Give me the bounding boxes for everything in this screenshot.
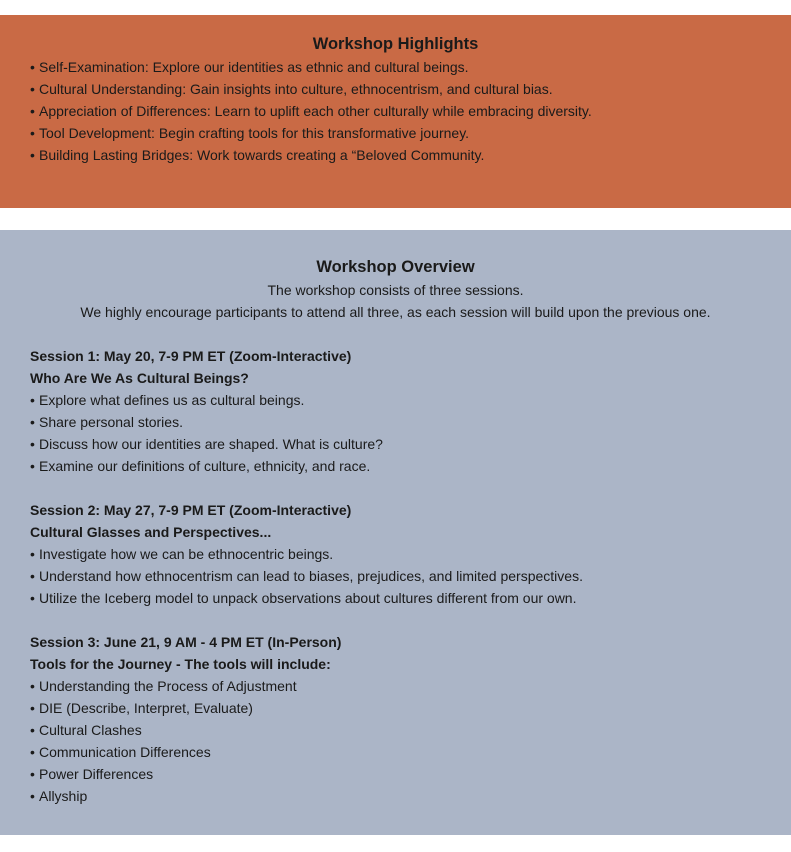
list-item <box>30 697 761 719</box>
list-item <box>30 433 761 455</box>
intro-line-1: The workshop consists of three sessions. <box>267 282 524 298</box>
session-heading: Session 3: June 21, 9 AM - 4 PM ET (In-Person) <box>30 634 342 650</box>
session-item-list <box>30 389 761 477</box>
session-subtitle: Tools for the Journey - The tools will include: <box>30 656 331 672</box>
session-heading: Session 1: May 20, 7-9 PM ET (Zoom-Interactive) <box>30 348 352 364</box>
list-item-text: Discuss how our identities are shaped. What is culture? <box>39 436 383 452</box>
list-item-text: Understand how ethnocentrism can lead to biases, prejudices, and limited perspectives. <box>39 568 583 584</box>
highlight-item <box>30 56 761 78</box>
list-item-text: Understanding the Process of Adjustment <box>39 678 297 694</box>
session-1 <box>30 345 761 477</box>
bullet-icon: • <box>30 103 35 119</box>
bullet-icon: • <box>30 414 35 430</box>
bullet-icon: • <box>30 700 35 716</box>
highlight-item-text: Tool Development: Begin crafting tools for this transformative journey. <box>39 125 470 141</box>
highlight-item-text: Cultural Understanding: Gain insights into culture, ethnocentrism, and cultural bias. <box>39 81 553 97</box>
list-item <box>30 763 761 785</box>
bullet-icon: • <box>30 147 35 163</box>
highlights-list <box>30 56 761 166</box>
highlight-item-text: Self-Examination: Explore our identities as ethnic and cultural beings. <box>39 59 469 75</box>
highlight-item <box>30 144 761 166</box>
list-item <box>30 675 761 697</box>
list-item-text: Cultural Clashes <box>39 722 142 738</box>
list-item <box>30 389 761 411</box>
highlight-item-text: Appreciation of Differences: Learn to uplift each other culturally while embracing diversity. <box>39 103 592 119</box>
session-subtitle: Cultural Glasses and Perspectives... <box>30 524 272 540</box>
bullet-icon: • <box>30 788 35 804</box>
highlight-item <box>30 122 761 144</box>
bullet-icon: • <box>30 678 35 694</box>
highlights-title: Workshop Highlights <box>312 35 479 53</box>
session-2 <box>30 499 761 609</box>
session-subtitle: Who Are We As Cultural Beings? <box>30 370 249 386</box>
list-item <box>30 455 761 477</box>
bullet-icon: • <box>30 392 35 408</box>
bullet-icon: • <box>30 458 35 474</box>
highlight-item <box>30 100 761 122</box>
intro-line-2: We highly encourage participants to attend all three, as each session will build upon the previous one. <box>80 304 711 320</box>
workshop-overview-panel <box>0 230 791 835</box>
overview-title: Workshop Overview <box>316 258 475 276</box>
bullet-icon: • <box>30 766 35 782</box>
list-item-text: Communication Differences <box>39 744 211 760</box>
list-item <box>30 543 761 565</box>
list-item-text: Allyship <box>39 788 88 804</box>
bullet-icon: • <box>30 125 35 141</box>
list-item <box>30 785 761 807</box>
highlight-item <box>30 78 761 100</box>
session-heading: Session 2: May 27, 7-9 PM ET (Zoom-Interactive) <box>30 502 352 518</box>
bullet-icon: • <box>30 546 35 562</box>
list-item <box>30 719 761 741</box>
list-item <box>30 565 761 587</box>
list-item-text: Share personal stories. <box>39 414 183 430</box>
list-item <box>30 411 761 433</box>
bullet-icon: • <box>30 744 35 760</box>
list-item-text: Utilize the Iceberg model to unpack observations about cultures different from our own. <box>39 590 577 606</box>
list-item-text: DIE (Describe, Interpret, Evaluate) <box>39 700 253 716</box>
bullet-icon: • <box>30 722 35 738</box>
session-item-list <box>30 675 761 807</box>
list-item-text: Power Differences <box>39 766 154 782</box>
overview-intro <box>30 279 761 323</box>
bullet-icon: • <box>30 81 35 97</box>
bullet-icon: • <box>30 568 35 584</box>
list-item-text: Investigate how we can be ethnocentric beings. <box>39 546 334 562</box>
list-item-text: Examine our definitions of culture, ethnicity, and race. <box>39 458 371 474</box>
bullet-icon: • <box>30 590 35 606</box>
list-item-text: Explore what defines us as cultural beings. <box>39 392 305 408</box>
list-item <box>30 587 761 609</box>
highlight-item-text: Building Lasting Bridges: Work towards creating a “Beloved Community. <box>39 147 485 163</box>
bullet-icon: • <box>30 436 35 452</box>
session-3 <box>30 631 761 807</box>
workshop-highlights-panel <box>0 15 791 208</box>
session-item-list <box>30 543 761 609</box>
list-item <box>30 741 761 763</box>
bullet-icon: • <box>30 59 35 75</box>
